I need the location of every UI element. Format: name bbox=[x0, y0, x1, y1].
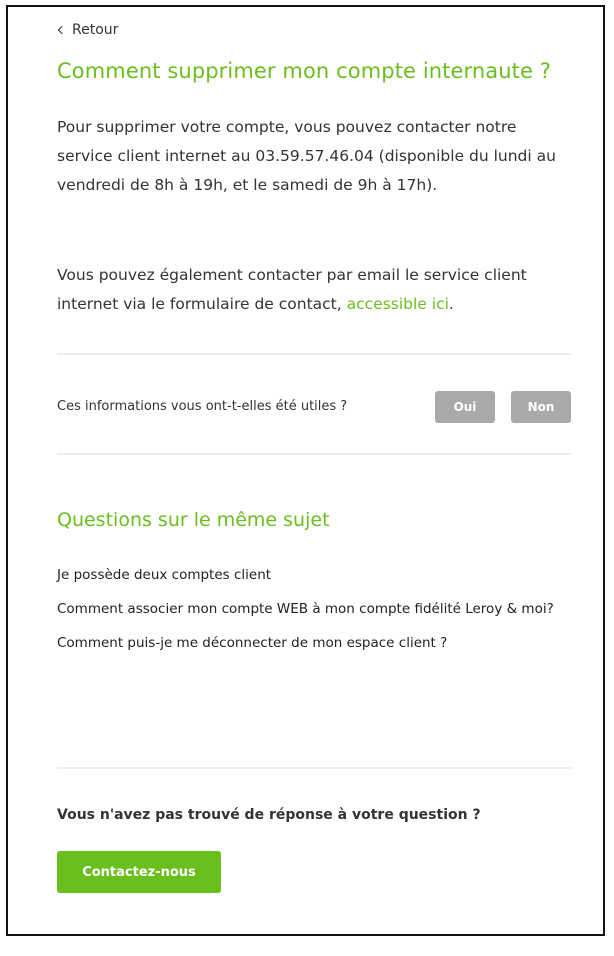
article-paragraph-1: Pour supprimer votre compte, vous pouvez contacter notre service client internet au 03.59.57.46.04 (disponible du lundi au vendredi de 8h à 19h, et le samedi de 9h à 17h). bbox=[57, 118, 556, 194]
divider bbox=[57, 453, 571, 455]
back-link[interactable] bbox=[57, 22, 118, 38]
feedback-no-button[interactable]: Non bbox=[511, 391, 571, 423]
paragraph-2-text: Vous pouvez également contacter par email le service client internet via le formulaire de contact, bbox=[57, 266, 527, 313]
related-questions-list bbox=[57, 565, 571, 667]
contact-us-button[interactable]: Contactez-nous bbox=[57, 851, 221, 893]
page-frame bbox=[6, 5, 605, 936]
related-question-link[interactable]: Comment associer mon compte WEB à mon compte fidélité Leroy & moi? bbox=[57, 601, 554, 617]
article-paragraph-2 bbox=[57, 261, 571, 319]
related-question-link[interactable]: Je possède deux comptes client bbox=[57, 567, 272, 583]
contact-form-link[interactable]: accessible ici bbox=[346, 295, 449, 313]
divider bbox=[57, 767, 571, 769]
back-label: Retour bbox=[72, 22, 119, 38]
feedback-question: Ces informations vous ont-t-elles été utiles ? bbox=[57, 399, 348, 414]
paragraph-2-end: . bbox=[448, 295, 454, 313]
divider bbox=[57, 353, 571, 355]
related-questions-title: Questions sur le même sujet bbox=[57, 509, 330, 531]
no-answer-prompt: Vous n'avez pas trouvé de réponse à votre question ? bbox=[57, 807, 481, 823]
related-question-link[interactable]: Comment puis-je me déconnecter de mon espace client ? bbox=[57, 635, 448, 651]
chevron-left-icon bbox=[58, 26, 66, 34]
feedback-yes-button[interactable]: Oui bbox=[435, 391, 495, 423]
page-title: Comment supprimer mon compte internaute ? bbox=[57, 59, 552, 83]
